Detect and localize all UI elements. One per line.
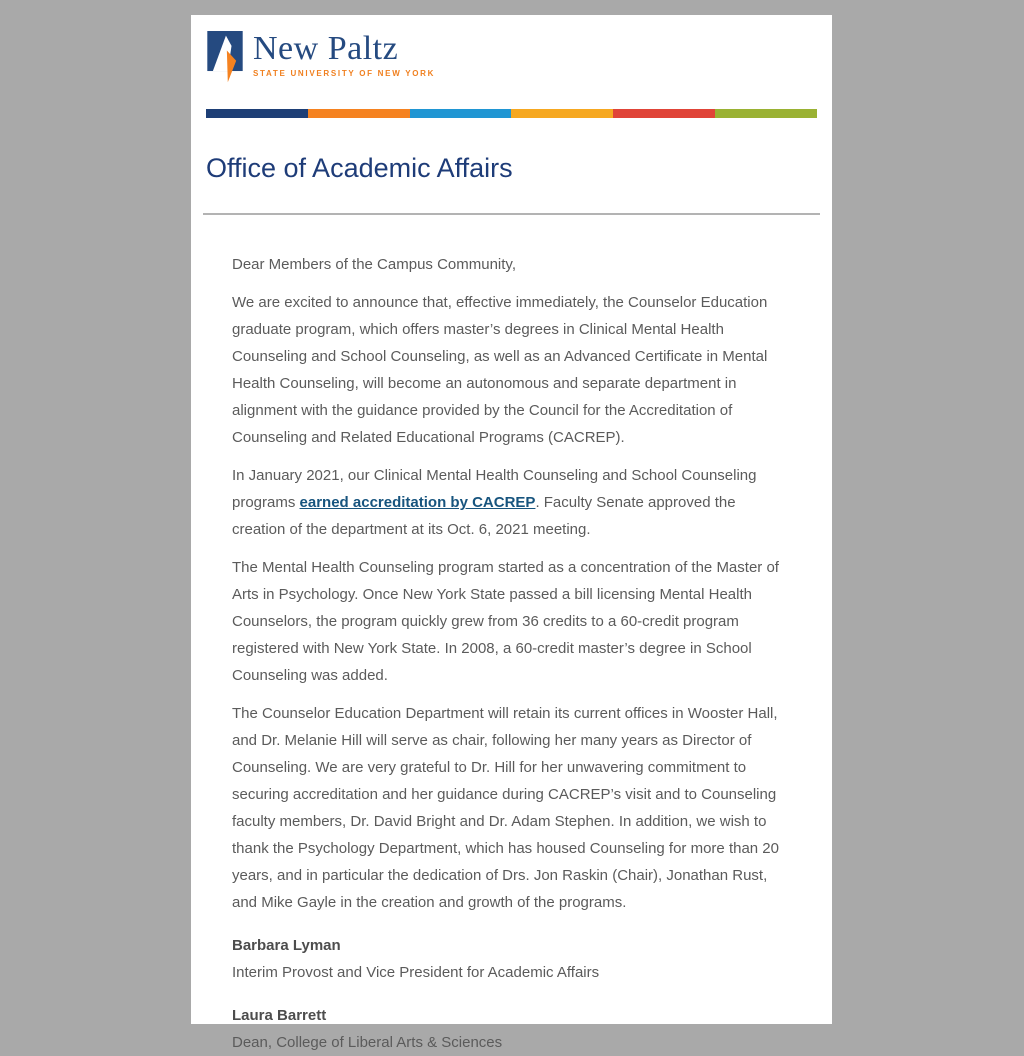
salutation: Dear Members of the Campus Community, [232, 256, 516, 273]
logo-tagline: STATE UNIVERSITY OF NEW YORK [253, 69, 436, 78]
paragraph-announcement: We are excited to announce that, effective immediately, the Counselor Education graduate program, which offers master’s degrees in Clinical Mental Health Counseling and School Counseling, as well as an Advanced Certificate in Mental Health Counseling, will become an autonomous and separate department in alignment with the guidance provided by the Council for the Accreditation of Counseling and Related Educational Programs (CACREP). [232, 294, 768, 446]
brand-bar-segment-orange [308, 109, 410, 118]
paragraph-accreditation-after: . Faculty Senate approved the creation of the department at its Oct. 6, 2021 meeting. [232, 494, 736, 538]
brand-bar-segment-navy [206, 109, 308, 118]
email-content-panel [191, 15, 832, 1051]
logo-text-block [253, 31, 435, 78]
paragraph-accreditation-before: In January 2021, our Clinical Mental Health Counseling and School Counseling programs [232, 467, 757, 511]
signature-block [232, 1002, 792, 1056]
newpaltz-logo [206, 31, 817, 87]
paragraph-department-details: The Counselor Education Department will retain its current offices in Wooster Hall, and Dr. Melanie Hill will serve as chair, following her many years as Director of Counseling. We are very grateful to Dr. Hill for her unwavering commitment to securing accreditation and her guidance during CACREP’s visit and to Counseling faculty members, Dr. David Bright and Dr. Adam Stephen. In addition, we wish to thank the Psychology Department, which has housed Counseling for more than 20 years, and in particular the dedication of Drs. Jon Raskin (Chair), Jonathan Rust, and Mike Gayle in the creation and growth of the programs. [232, 705, 779, 911]
brand-color-bar [206, 109, 817, 118]
signature-block [232, 932, 792, 986]
brand-bar-segment-gold [511, 109, 613, 118]
letter-body [191, 215, 832, 1056]
signature-title: Dean, College of Liberal Arts & Sciences [232, 1034, 503, 1051]
paragraph-program-history: The Mental Health Counseling program started as a concentration of the Master of Arts in Psychology. Once New York State passed a bill licensing Mental Health Counselors, the program quickly grew from 36 credits to a 60-credit program registered with New York State. In 2008, a 60-credit master’s degree in School Counseling was added. [232, 559, 779, 684]
newpaltz-mountain-logo-icon [206, 31, 244, 85]
page-title: Office of Academic Affairs [206, 153, 513, 183]
signature-name: Laura Barrett [232, 1007, 327, 1024]
brand-bar-segment-azure [410, 109, 512, 118]
logo-wordmark: New Paltz [253, 30, 399, 67]
brand-bar-segment-green [715, 109, 817, 118]
paragraph-accreditation [232, 462, 792, 543]
email-header [191, 15, 832, 184]
brand-bar-segment-red [613, 109, 715, 118]
cacrep-accreditation-link[interactable]: earned accreditation by CACREP [299, 494, 536, 511]
signature-title: Interim Provost and Vice President for Academic Affairs [232, 964, 600, 981]
signature-name: Barbara Lyman [232, 937, 341, 954]
